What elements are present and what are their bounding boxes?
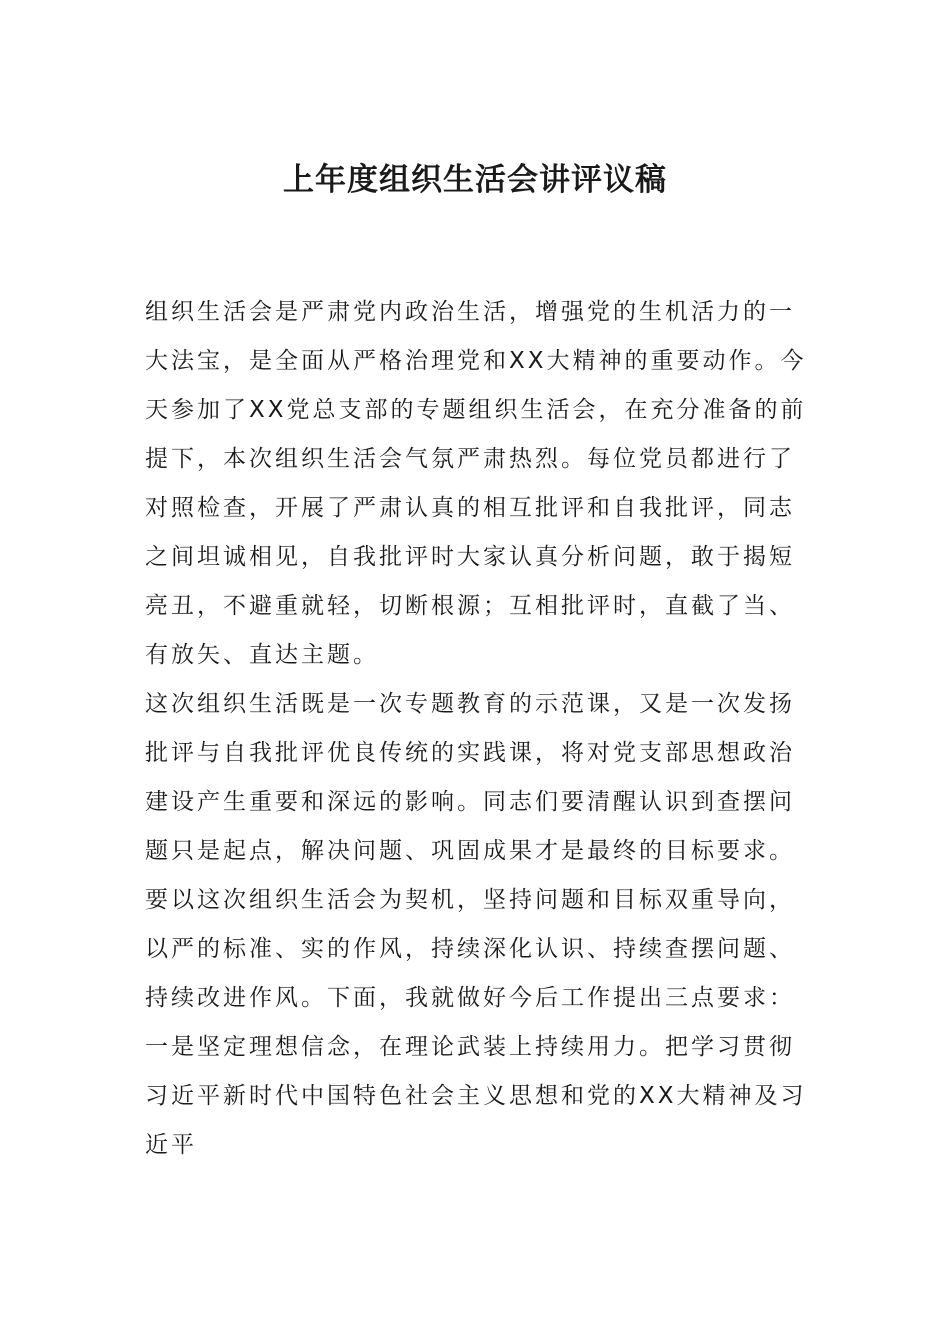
body-line: 批评与自我批评优良传统的实践课，将对党支部思想政治 — [145, 740, 795, 766]
body-line: 以严的标准、实的作风，持续深化认识、持续查摆问题、 — [145, 936, 795, 962]
body-line: 近平 — [145, 1132, 197, 1158]
document-body — [145, 288, 810, 1170]
body-line: 持续改进作风。下面，我就做好今后工作提出三点要求： — [145, 985, 795, 1011]
body-line: 对照检查，开展了严肃认真的相互批评和自我批评，同志 — [145, 495, 795, 521]
body-line: 天参加了XX党总支部的专题组织生活会，在充分准备的前 — [145, 397, 807, 423]
body-line: 一是坚定理想信念，在理论武装上持续用力。把学习贯彻 — [145, 1034, 795, 1060]
body-line: 提下，本次组织生活会气氛严肃热烈。每位党员都进行了 — [145, 446, 795, 472]
body-line: 要以这次组织生活会为契机，坚持问题和目标双重导向， — [145, 887, 795, 913]
body-line: 组织生活会是严肃党内政治生活，增强党的生机活力的一 — [145, 299, 795, 325]
body-line: 之间坦诚相见，自我批评时大家认真分析问题，敢于揭短 — [145, 544, 795, 570]
body-line: 习近平新时代中国特色社会主义思想和党的XX大精神及习 — [145, 1083, 807, 1109]
body-line: 题只是起点，解决问题、巩固成果才是最终的目标要求。 — [145, 838, 795, 864]
body-line: 这次组织生活既是一次专题教育的示范课，又是一次发扬 — [145, 691, 795, 717]
document-title: 上年度组织生活会讲评议稿 — [283, 162, 667, 198]
body-line: 大法宝，是全面从严格治理党和XX大精神的重要动作。今 — [145, 348, 807, 374]
body-line: 建设产生重要和深远的影响。同志们要清醒认识到查摆问 — [145, 789, 795, 815]
body-line: 有放矢、直达主题。 — [145, 642, 379, 668]
body-line: 亮丑，不避重就轻，切断根源；互相批评时，直截了当、 — [145, 593, 795, 619]
